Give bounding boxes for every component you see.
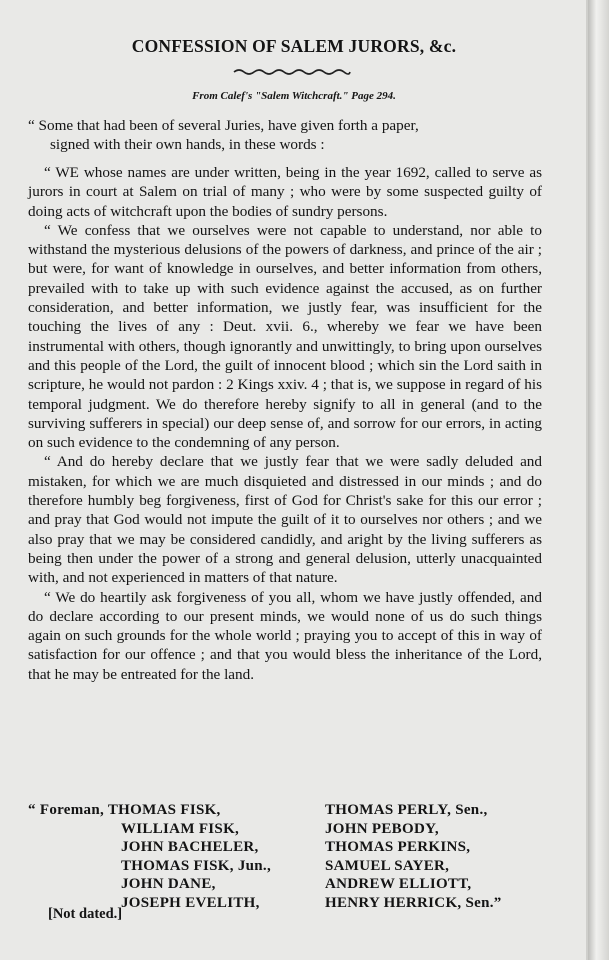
paragraph: “ We do heartily ask forgiveness of you all, whom we have justly offended, and do declare according to our present minds, we would none of us do such things again on such grounds for the whole world ; praying you to accept of this in way of satisfaction for our offence ; and that you would bless the inheritance of the Lord, that he may be entreated for the land. <box>28 588 542 683</box>
signature-name: JOHN PEBODY, <box>325 820 439 837</box>
paragraph: “ WE whose names are under written, being in the year 1692, called to serve as jurors in court at Salem on trial of many ; who were by some suspected guilty of doing acts of witchcraft upon the bodies of sundry persons. <box>28 164 542 220</box>
not-dated-note: [Not dated.] <box>48 906 123 922</box>
signature-row <box>28 801 271 820</box>
signature-name: THOMAS PERLY, Sen., <box>325 802 488 818</box>
page-edge-strip <box>588 0 609 960</box>
paragraph: “ We confess that we ourselves were not capable to understand, nor able to withstand the mysterious delusions of the powers of darkness, and prince of the air ; but were, for want of knowledge in ourselves, and better information from others, prevailed with to take up with such evidence against the accused, as on further consideration, and better information, we justly fear, was insufficient for the touching the lives of any : Deut. xvii. 6., whereby we fear we have been instrumental with others, though ignorantly and unwittingly, to bring upon ourselves and this people of the Lord, the guilt of innocent blood ; which sin the Lord saith in scripture, he would not pardon : 2 Kings xxiv. 4 ; that is, we suppose in regard of his temporal judgment. We do therefore hereby signify to all in general (and to the surviving sufferers in special) our deep sense of, and sorrow for our errors, in acting on such evidence to the condemning of any person. <box>28 221 542 452</box>
intro-line-2: signed with their own hands, in these words : <box>50 136 325 154</box>
signature-name: JOHN BACHELER, <box>121 839 259 855</box>
decorative-rule <box>232 67 352 77</box>
signature-name: THOMAS PERKINS, <box>325 839 471 855</box>
signature-name: JOSEPH EVELITH, <box>121 894 260 911</box>
signature-name: ANDREW ELLIOTT, <box>325 876 472 892</box>
intro-line-1: “ Some that had been of several Juries, have given forth a paper, <box>28 117 419 134</box>
source-citation: From Calef's "Salem Witchcraft." Page 294. <box>192 90 396 102</box>
signature-name: HENRY HERRICK, Sen.” <box>325 894 502 911</box>
page-title: CONFESSION OF SALEM JURORS, &c. <box>131 36 457 56</box>
foreman-label: “ Foreman, <box>28 802 105 818</box>
signature-name: JOHN DANE, <box>121 876 216 892</box>
signature-name: SAMUEL SAYER, <box>325 857 450 874</box>
paragraph: “ And do hereby declare that we justly fear that we were sadly deluded and mistaken, for which we are much disquieted and distressed in our minds ; and do therefore humbly beg forgiveness, first of God for Christ's sake for this our error ; and pray that God would not impute the guilt of it to ourselves nor others ; and we also pray that we may be considered candidly, and aright by the living sufferers as being then under the power of a strong and general delusion, utterly unacquainted with, and not experienced in matters of that nature. <box>28 453 542 587</box>
signature-name: WILLIAM FISK, <box>121 820 240 837</box>
signature-name: THOMAS FISK, Jun., <box>121 857 272 874</box>
signatures-right-column <box>325 801 502 912</box>
intro-text <box>28 116 542 155</box>
confession-body <box>28 163 542 684</box>
signatures-left-column <box>28 801 271 912</box>
signature-name: THOMAS FISK, <box>107 802 221 818</box>
